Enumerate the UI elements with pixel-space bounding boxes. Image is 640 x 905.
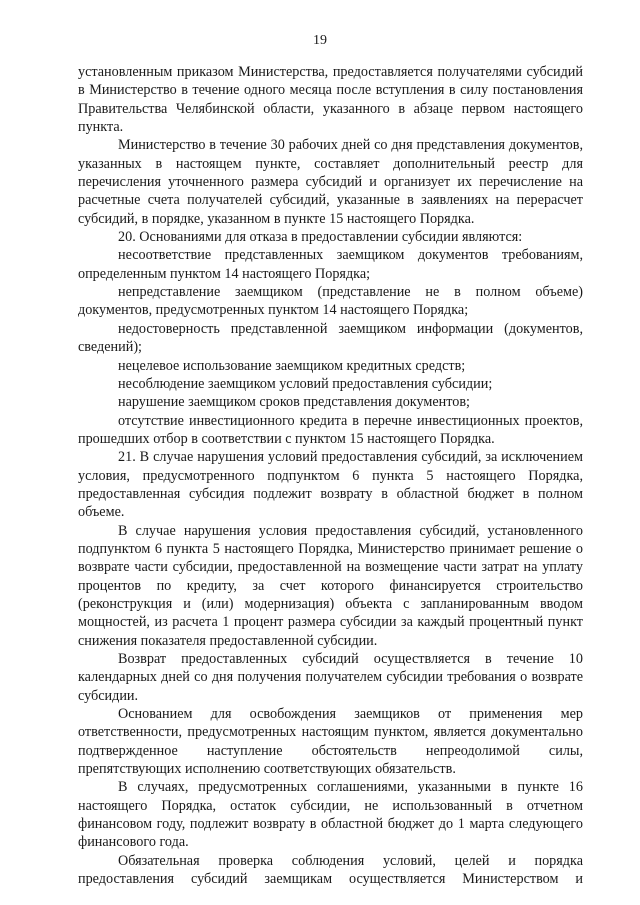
paragraph: 20. Основаниями для отказа в предоставлении субсидии являются: xyxy=(118,229,523,246)
paragraph: непредставление заемщиком (представление не в полном объеме) документов, предусмотренных пунктом 14 настоящего Порядка; xyxy=(78,284,583,319)
paragraph: Обязательная проверка соблюдения условий, целей и порядка предоставления субсидий заемщикам осуществляется Министерством и xyxy=(78,852,583,888)
paragraph: Основанием для освобождения заемщиков от применения мер ответственности, предусмотренных настоящим пунктом, является документально подтвержденное наступление обстоятельств непреодолимой силы, препятствующих исполнению соответствующих обязательств. xyxy=(78,706,583,778)
paragraph: нарушение заемщиком сроков представления документов; xyxy=(118,394,471,411)
page-number: 19 xyxy=(313,33,327,48)
paragraph: отсутствие инвестиционного кредита в перечне инвестиционных проектов, прошедших отбор в соответствии с пунктом 15 настоящего Порядка. xyxy=(78,412,583,447)
paragraph: Министерство в течение 30 рабочих дней со дня представления документов, указанных в настоящем пункте, составляет дополнительный реестр для перечисления уточненного размера субсидий и организует их перечисление на расчетные счета получателей субсидий, указанные в заявлениях на перерасчет субсидий, в порядке, указанном в пункте 15 настоящего Порядка. xyxy=(78,137,583,227)
paragraph: Возврат предоставленных субсидий осуществляется в течение 10 календарных дней со дня получения получателем субсидии требования о возврате субсидии. xyxy=(78,651,583,704)
document-body xyxy=(78,63,583,888)
paragraph: недостоверность представленной заемщиком информации (документов, сведений); xyxy=(78,320,583,356)
paragraph: 21. В случае нарушения условий предоставления субсидий, за исключением условия, предусмотренного подпунктом 6 пункта 5 настоящего Порядка, предоставленная субсидия подлежит возврату в областной бюджет в полном объеме. xyxy=(78,449,583,521)
paragraph: несоблюдение заемщиком условий предоставления субсидии; xyxy=(118,375,493,392)
paragraph: В случае нарушения условия предоставления субсидий, установленного подпунктом 6 пункта 5 настоящего Порядка, Министерство принимает решение о возврате части субсидии, предоставленной на возмещение части затрат на уплату процентов по кредиту, за счет которого финансируется строительство (реконструкция и (или) модернизация) объекта с запланированным вводом мощностей, из расчета 1 процент размера субсидии за каждый процентный пункт снижения показателя предоставленной субсидии. xyxy=(78,522,583,649)
paragraph: нецелевое использование заемщиком кредитных средств; xyxy=(118,357,466,374)
paragraph: В случаях, предусмотренных соглашениями, указанными в пункте 16 настоящего Порядка, остаток субсидии, не использованный в отчетном финансовом году, подлежит возврату в областной бюджет до 1 марта следующего финансового года. xyxy=(78,779,583,851)
paragraph: установленным приказом Министерства, предоставляется получателями субсидий в Министерство в течение одного месяца после вступления в силу постановления Правительства Челябинской области, указанного в абзаце первом настоящего пункта. xyxy=(78,64,583,136)
paragraph: несоответствие представленных заемщиком документов требованиям, определенным пунктом 14 настоящего Порядка; xyxy=(78,247,583,282)
